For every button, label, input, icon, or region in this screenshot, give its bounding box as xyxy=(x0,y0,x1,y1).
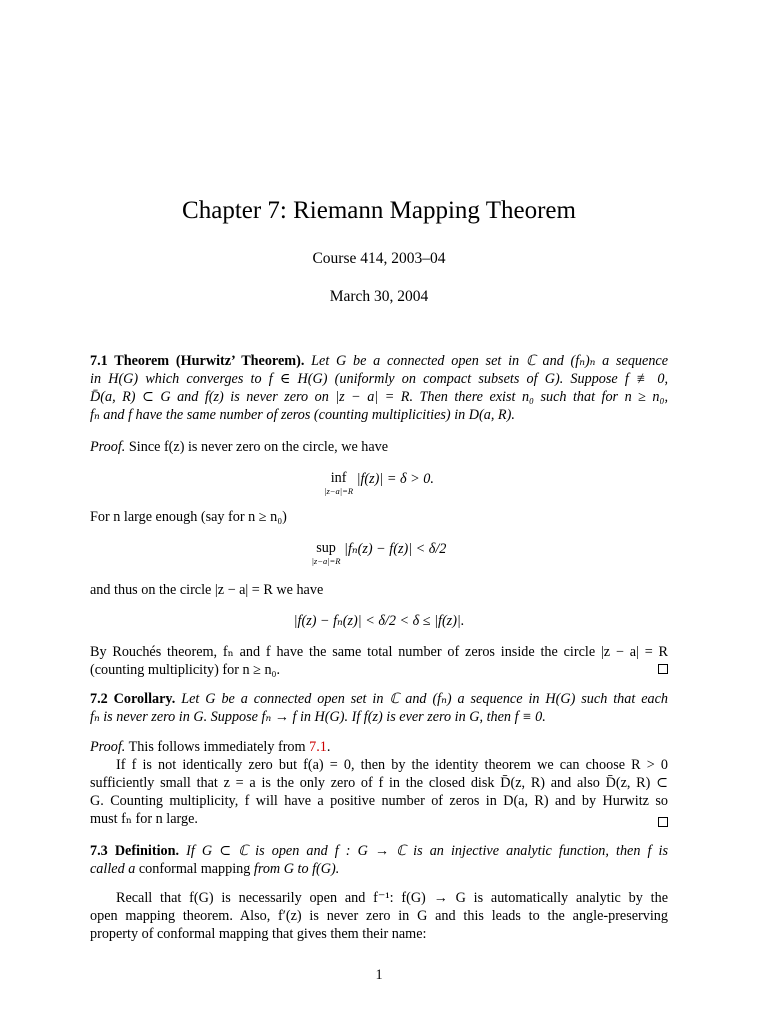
page-number: 1 xyxy=(375,967,383,983)
qed-square xyxy=(658,664,668,674)
proof-7-2-line-4: G. Counting multiplicity, f will have a positive number of zeros in D(a, R) and by Hurwitz so xyxy=(90,793,668,809)
equation-body: |fₙ(z) − f(z)| < δ/2 xyxy=(344,541,447,557)
theorem-7-1-line-2: in H(G) which converges to f ∈ H(G) (uniformly on compact subsets of G). Suppose f ≢ 0, xyxy=(90,371,668,387)
proof-7-1-conclusion xyxy=(90,643,668,679)
equation-inf xyxy=(90,470,668,496)
course-line: Course 414, 2003–04 xyxy=(312,250,446,267)
proof-7-2-line-3: sufficiently small that z = a is the only zero of f in the closed disk D̄(z, R) and also D̄(z, R) ⊂ xyxy=(90,775,668,791)
theorem-7-1-line-1 xyxy=(90,352,668,370)
sup-operator: sup |z−a|=R xyxy=(311,540,341,566)
definition-7-3 xyxy=(90,842,668,878)
proof-7-1-intro xyxy=(90,438,668,456)
equation-body: |f(z)| = δ > 0. xyxy=(356,471,434,487)
theorem-label: 7.1 Theorem (Hurwitz’ Theorem). xyxy=(90,353,305,369)
definition-line-1 xyxy=(90,842,668,860)
corollary-line-2: fₙ is never zero in G. Suppose fₙ → f in H(G). If f(z) is ever zero in G, then f ≡ 0. xyxy=(90,709,546,725)
proof-7-1-line-5: (counting multiplicity) for n ≥ n₀. xyxy=(90,662,281,678)
equation-inequality: |f(z) − fₙ(z)| < δ/2 < δ ≤ |f(z)|. xyxy=(293,613,465,629)
remark-line-2: open mapping theorem. Also, f′(z) is never zero in G and this leads to the angle-preserving xyxy=(90,908,668,924)
remark-line-1: Recall that f(G) is necessarily open and f⁻¹: f(G) → G is automatically analytic by the xyxy=(116,890,668,906)
proof-text: Since f(z) is never zero on the circle, we have xyxy=(128,439,389,455)
equation-sup xyxy=(90,540,668,566)
proof-text: This follows immediately from xyxy=(128,739,306,755)
proof-7-2-line-2: If f is not identically zero but f(a) = 0, then by the identity theorem we can choose R > 0 xyxy=(116,757,668,773)
definition-line-2: called a conformal mapping from G to f(G). xyxy=(90,861,340,877)
corollary-text: Let G be a connected open set in ℂ and (fₙ) a sequence in H(G) such that each xyxy=(181,691,669,707)
date-line: March 30, 2004 xyxy=(329,288,429,305)
reference-link-7-1[interactable]: 7.1 xyxy=(309,739,327,755)
corollary-label: 7.2 Corollary. xyxy=(90,691,176,707)
proof-7-2-line-5: must fₙ for n large. xyxy=(90,811,198,827)
proof-label: Proof. xyxy=(90,739,126,755)
qed-square xyxy=(658,817,668,827)
theorem-7-1-line-3: D̄(a, R) ⊂ G and f(z) is never zero on |z − a| = R. Then there exist n₀ such that for n ≥ n₀, xyxy=(90,389,668,405)
proof-7-1-line-2: For n large enough (say for n ≥ n₀) xyxy=(90,509,287,525)
corollary-line-1 xyxy=(90,690,668,708)
proof-7-2 xyxy=(90,738,668,828)
corollary-7-2 xyxy=(90,690,668,726)
theorem-7-1-line-4: fₙ and f have the same number of zeros (counting multiplicities) in D(a, R). xyxy=(90,407,515,423)
remark-paragraph xyxy=(90,889,668,943)
definition-label: 7.3 Definition. xyxy=(90,843,180,859)
proof-7-1-line-4: By Rouchés theorem, fₙ and f have the same total number of zeros inside the circle |z − a| = R xyxy=(90,644,668,660)
definition-text: If G ⊂ ℂ is open and f : G → ℂ is an injective analytic function, then f is xyxy=(186,843,669,859)
inf-operator: inf |z−a|=R xyxy=(324,470,354,496)
theorem-7-1 xyxy=(90,352,668,424)
page-title: Chapter 7: Riemann Mapping Theorem xyxy=(182,197,576,224)
defined-term: conformal mapping xyxy=(138,861,251,877)
proof-label: Proof. xyxy=(90,439,126,455)
proof-7-1-line-3: and thus on the circle |z − a| = R we have xyxy=(90,582,324,598)
remark-line-3: property of conformal mapping that gives them their name: xyxy=(90,926,427,942)
theorem-text: Let G be a connected open set in ℂ and (fₙ)ₙ a sequence xyxy=(311,353,669,369)
proof-7-2-line-1: Proof. This follows immediately from 7.1. xyxy=(90,739,331,755)
